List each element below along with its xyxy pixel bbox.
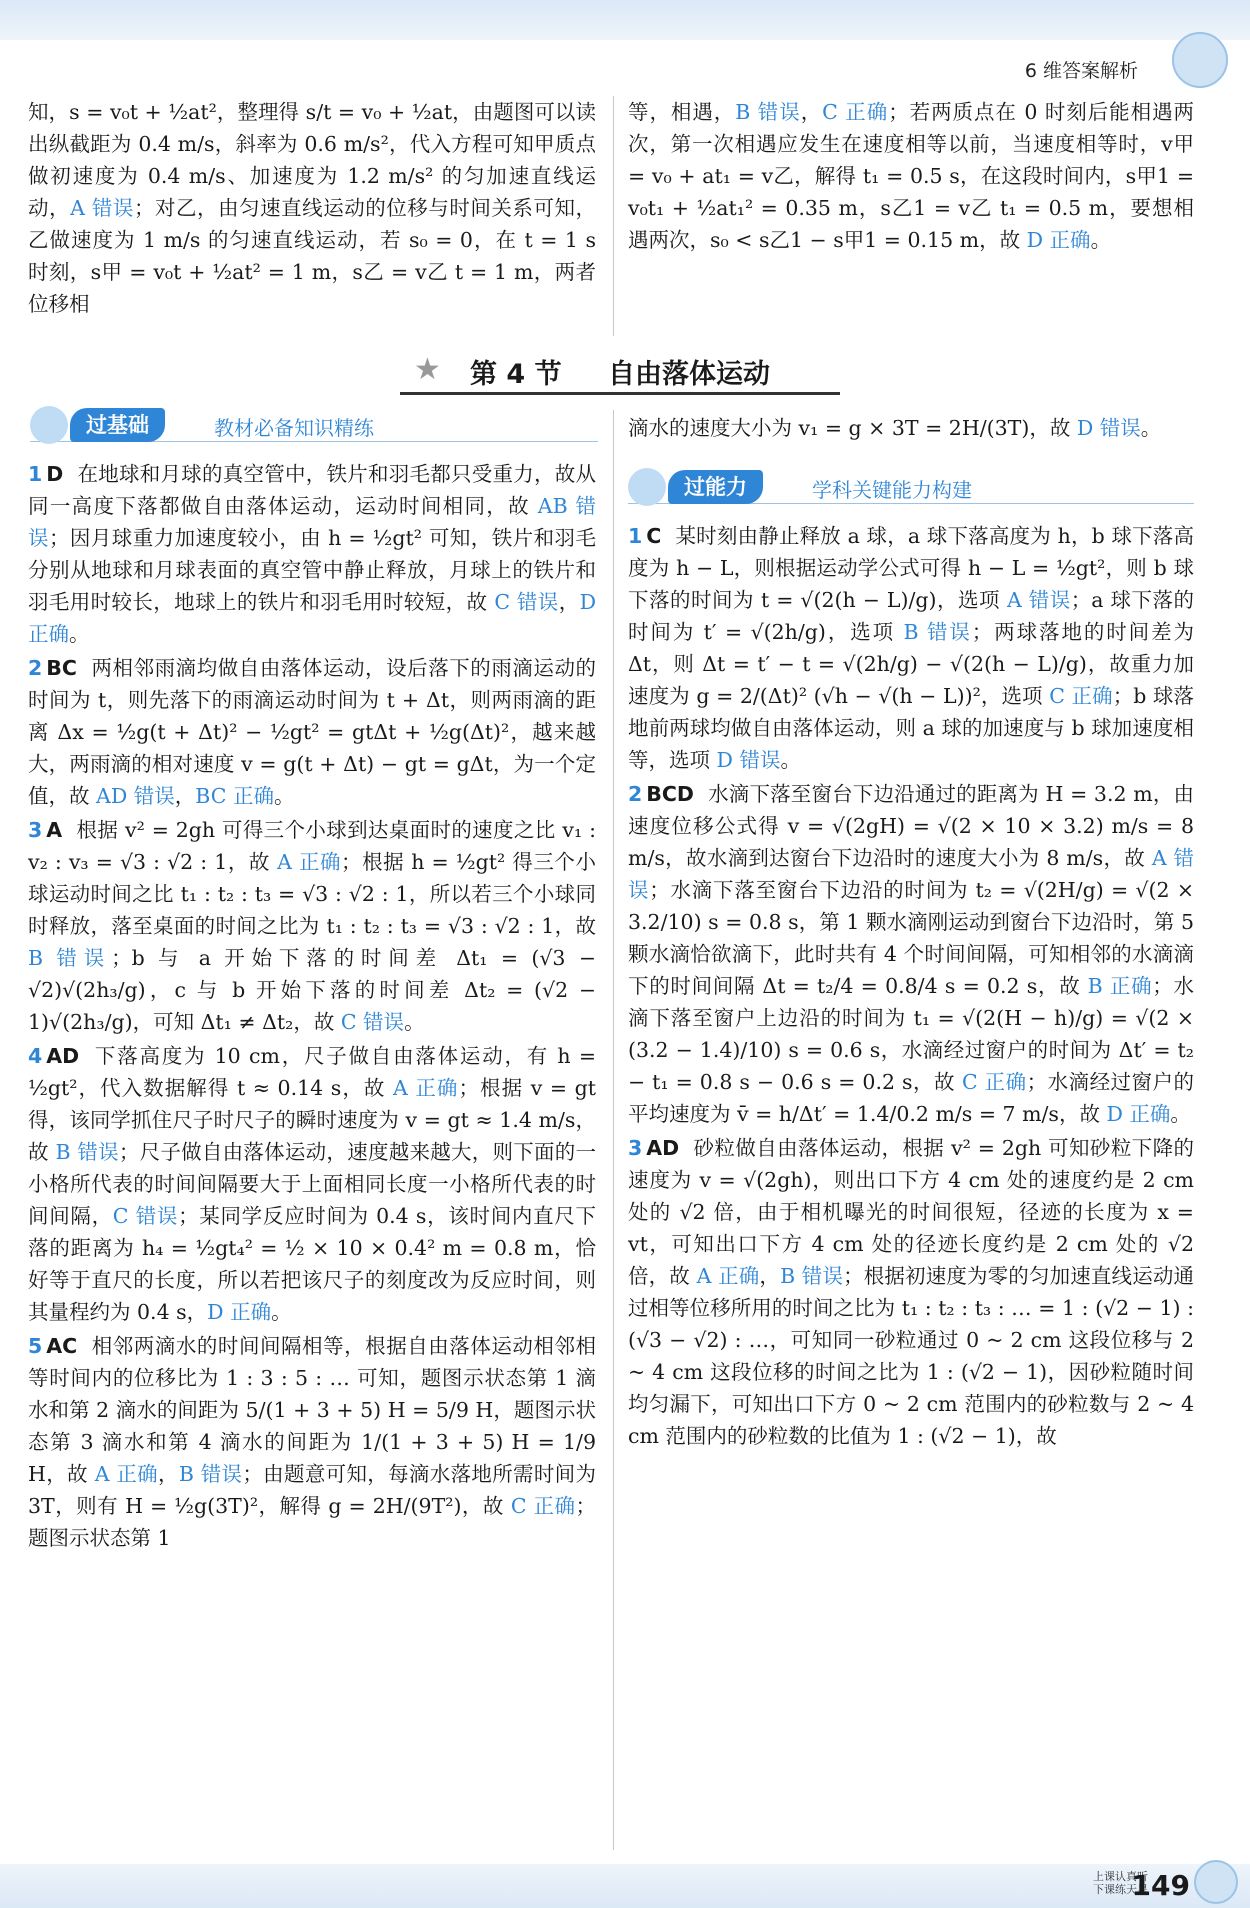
footer-slogan: 上课认真听 下课练天星 xyxy=(1093,1870,1148,1896)
answer-4: 4 AD 下落高度为 10 cm，尺子做自由落体运动，有 h = ½gt²，代入数据解得 t ≈ 0.14 s，故 A 正确；根据 v = gt 得，该同学抓住尺子时尺子的瞬时速度为 v = gt ≈ 1.4 m/s，故 B 错误；尺子做自由落体运动，速度越来越大，则下面的一小格所代表的时间间隔要大于上面相同长度一小格所代表的时间间隔，C 错误；某同学反应时间为 0.4 s，该时间内直尺下落的距离为 h₄ = ½gt₄² = ½ × 10 × 0.4² m = 0.8 m，恰好等于直尺的长度，所以若把该尺子的刻度改为反应时间，则其量程约为 0.4 s，D 正确。 xyxy=(28,1044,597,1324)
mascot-badge-icon xyxy=(628,468,666,506)
banner-ability: 过能力 学科关键能力构建 xyxy=(628,470,1194,504)
answer-5: 5 AC 相邻两滴水的时间间隔相等，根据自由落体运动相邻相等时间内的位移比为 1 : 3 : 5 : … 可知，题图示状态第 1 滴水和第 2 滴水的间距为 5/(1 + 3 + 5) H = 5/9 H，题图示状态第 3 滴水和第 4 滴水的间距为 1/(1 + 3 + 5) H = 1/9 H，故 A 正确，B 错误；由题意可知，每滴水落地所需时间为 3T，则有 H = ½g(3T)²，解得 g = 2H/(9T²)，故 C 正确；题图示状态第 1 xyxy=(28,1334,596,1550)
banner-basic: 过基础 教材必备知识精练 xyxy=(30,408,598,442)
answer-5-continued: 滴水的速度大小为 v₁ = g × 3T = 2H/(3T)，故 D 错误。 xyxy=(628,416,1162,440)
left-column xyxy=(28,458,596,1556)
answer-3: 3 A 根据 v² = 2gh 可得三个小球到达桌面时的速度之比 v₁ : v₂ : v₃ = √3 : √2 : 1，故 A 正确；根据 h = ½gt² 得三个小球运动时间之比 t₁ : t₂ : t₃ = √3 : √2 : 1，所以若三个小球同时释放，落至桌面的时间之比为 t₁ : t₂ : t₃ = √3 : √2 : 1，故 B 错误；b 与 a 开始下落的时间差 Δt₁ = (√3 − √2)√(2h₃/g)，c 与 b 开始下落的时间差 Δt₂ = (√2 − 1)√(2h₃/g)，可知 Δt₁ ≠ Δt₂，故 C 错误。 xyxy=(28,818,596,1034)
answer-1: 1 D 在地球和月球的真空管中，铁片和羽毛都只受重力，故从同一高度下落都做自由落体运动，运动时间相同，故 AB 错误；因月球重力加速度较小，由 h = ½gt² 可知，铁片和羽毛分别从地球和月球表面的真空管中静止释放，月球上的铁片和羽毛用时较长，地球上的铁片和羽毛用时较短，故 C 错误，D 正确。 xyxy=(28,462,597,646)
ability-answer-3: 3 AD 砂粒做自由落体运动，根据 v² = 2gh 可知砂粒下降的速度为 v = √(2gh)，则出口下方 4 cm 处的速度约是 2 cm 处的 √2 倍，由于相机曝光的时间很短，径迹的长度为 x = vt，可知出口下方 4 cm 处的径迹长度约是 2 cm 处的 √2 倍，故 A 正确，B 错误；根据初速度为零的匀加速直线运动通过相等位移所用的时间之比为 t₁ : t₂ : t₃ : … = 1 : (√2 − 1) : (√3 − √2) : …，可知同一砂粒通过 0 ~ 2 cm 这段位移与 2 ~ 4 cm 这段位移的时间之比为 1 : (√2 − 1)，因砂粒随时间均匀漏下，可知出口下方 0 ~ 2 cm 范围内的砂粒数与 2 ~ 4 cm 范围内的砂粒数的比值为 1 : (√2 − 1)，故 xyxy=(628,1136,1194,1448)
mascot-icon xyxy=(1194,1860,1238,1904)
mascot-icon xyxy=(1172,32,1228,88)
top-left-text: 知，s = v₀t + ½at²，整理得 s/t = v₀ + ½at，由题图可以读出纵截距为 0.4 m/s，斜率为 0.6 m/s²，代入方程可知甲质点做初速度为 0.4 m/s、加速度为 1.2 m/s² 的匀加速直线运动，A 错误；对乙，由匀速直线运动的位移与时间关系可知，乙做速度为 1 m/s 的匀速直线运动，若 s₀ = 0，在 t = 1 s 时刻，s甲 = v₀t + ½at² = 1 m，s乙 = v乙 t = 1 m，两者位移相 xyxy=(28,100,597,316)
bottom-decorative-band xyxy=(0,1864,1250,1908)
right-column xyxy=(628,412,1194,446)
page-number: 149 xyxy=(1131,1869,1190,1902)
column-divider-top xyxy=(613,96,614,336)
star-icon: ★ xyxy=(414,352,441,387)
ability-answer-1: 1 C 某时刻由静止释放 a 球，a 球下落高度为 h，b 球下落高度为 h − L，则根据运动学公式可得 h − L = ½gt²，则 b 球下落的时间为 t = √(2(h − L)/g)，选项 A 错误；a 球下落的时间为 t′ = √(2h/g)，选项 B 错误；两球落地的时间差为 Δt，则 Δt = t′ − t = √(2h/g) − √(2(h − L)/g)，故重力加速度为 g = 2/(Δt)² (√h − √(h − L))²，选项 C 正确；b 球落地前两球均做自由落体运动，则 a 球的加速度与 b 球加速度相等，选项 D 错误。 xyxy=(628,524,1195,772)
answer-2: 2 BC 两相邻雨滴均做自由落体运动，设后落下的雨滴运动的时间为 t，则先落下的雨滴运动时间为 t + Δt，则两雨滴的距离 Δx = ½g(t + Δt)² − ½gt² = gtΔt + ½g(Δt)²，越来越大，两雨滴的相对速度 v = g(t + Δt) − gt = gΔt，为一个定值，故 AD 错误，BC 正确。 xyxy=(28,656,596,808)
header-label: 6 维答案解析 xyxy=(1024,60,1138,82)
top-decorative-band xyxy=(0,0,1250,40)
mascot-badge-icon xyxy=(30,406,68,444)
column-divider-main xyxy=(613,410,614,1850)
section-title: ★ 第 4 节 自由落体运动 xyxy=(400,348,840,395)
right-column-ability xyxy=(628,520,1194,1454)
ability-answer-2: 2 BCD 水滴下落至窗台下边沿通过的距离为 H = 3.2 m，由速度位移公式得 v = √(2gH) = √(2 × 10 × 3.2) m/s = 8 m/s，故水滴到达窗台下边沿时的速度大小为 8 m/s，故 A 错误；水滴下落至窗台下边沿的时间为 t₂ = √(2H/g) = √(2 × 3.2/10) s = 0.8 s，第 1 颗水滴刚运动到窗台下边沿时，第 5 颗水滴恰欲滴下，此时共有 4 个时间间隔，可知相邻的水滴滴下的时间间隔 Δt = t₂/4 = 0.8/4 s = 0.2 s，故 B 正确；水滴下落至窗户上边沿的时间为 t₁ = √(2(H − h)/g) = √(2 × (3.2 − 1.4)/10) s = 0.6 s，水滴经过窗户的时间为 Δt′ = t₂ − t₁ = 0.8 s − 0.6 s = 0.2 s，故 C 正确；水滴经过窗户的平均速度为 v̄ = h/Δt′ = 1.4/0.2 m/s = 7 m/s，故 D 正确。 xyxy=(628,782,1195,1126)
top-right-text: 等，相遇，B 错误，C 正确；若两质点在 0 时刻后能相遇两次，第一次相遇应发生在速度相等以前，当速度相等时，v甲 = v₀ + at₁ = v乙，解得 t₁ = 0.5 s，在这段时间内，s甲1 = v₀t₁ + ½at₁² = 0.35 m，s乙1 = v乙 t₁ = 0.5 m，要想相遇两次，s₀ < s乙1 − s甲1 = 0.15 m，故 D 正确。 xyxy=(628,100,1195,252)
